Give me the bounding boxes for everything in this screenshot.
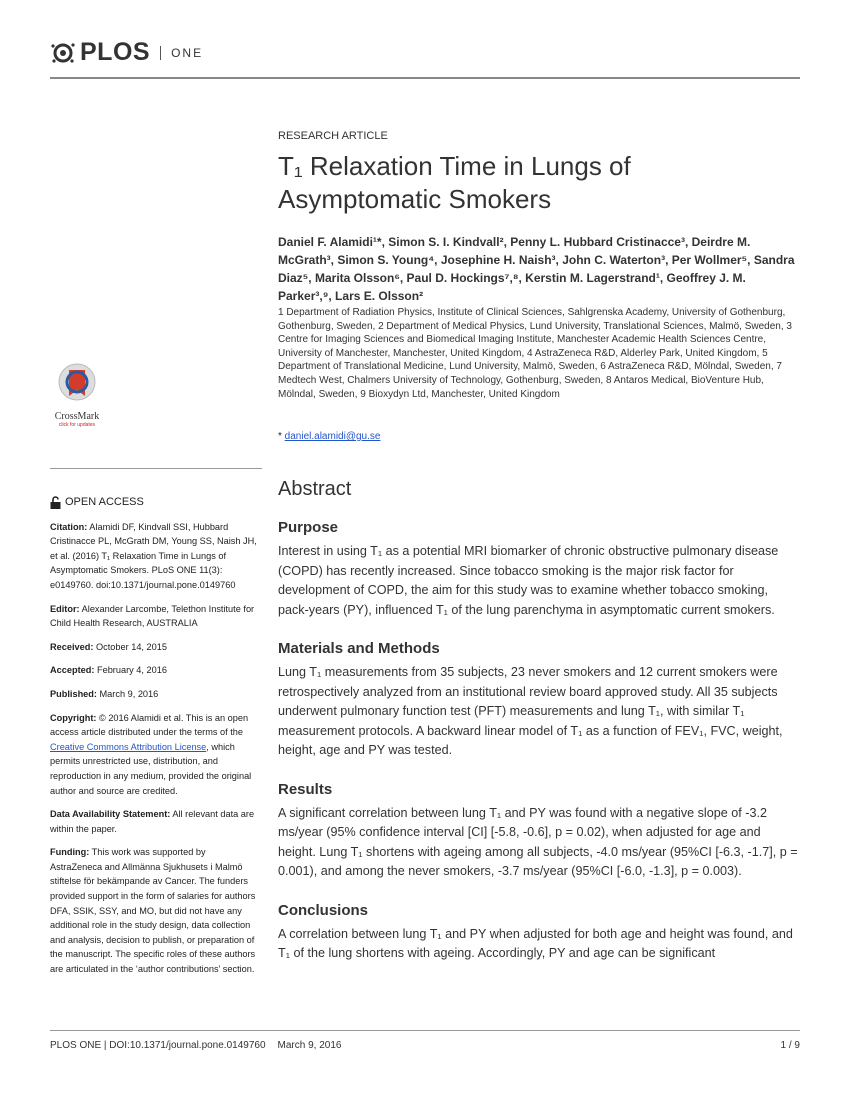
open-access — [50, 495, 258, 510]
license-link[interactable]: Creative Commons Attribution License — [50, 741, 207, 752]
editor-text: Alexander Larcombe, Telethon Institute for Child Health Research, AUSTRALIA — [50, 603, 255, 629]
citation — [50, 520, 258, 593]
editor-label: Editor: — [50, 603, 80, 614]
corresponding-email — [278, 431, 380, 442]
logo-sub: ONE — [160, 46, 203, 60]
crossmark-label: CrossMark — [54, 411, 100, 422]
published-label: Published: — [50, 688, 97, 699]
author-list: Daniel F. Alamidi¹*, Simon S. I. Kindvall², Penny L. Hubbard Cristinacce³, Deirdre M. McGrath³, Simon S. Young⁴, Josephine H. Naish³, John C. Waterton³, Per Wollmer⁵, Sandra Diaz⁵, Marita Olsson⁶, Paul D. Hockings⁷,⁸, Kerstin M. Lagerstrand¹, Geoffrey J. M. Parker³,⁹, Lars E. Olsson² — [278, 235, 795, 303]
funding-text: This work was supported by AstraZeneca and Allmänna Sjukhusets i Malmö stiftelse för bekämpande av Cancer. The funders provided support in the form of salaries for authors DFA, SSIK, SSY, and MO, but did not have any additional role in the study design, data collection and analysis, decision to publish, or preparation of the manuscript. The specific roles of these authors are articulated in the ‘author contributions’ section. — [50, 847, 256, 975]
citation-label: Citation: — [50, 521, 88, 532]
crossmark-badge[interactable] — [48, 362, 106, 428]
funding-label: Funding: — [50, 847, 90, 858]
copyright-text-end: , which permits unrestricted use, distribution, and reproduction in any medium, provided the original author and source are credited. — [50, 741, 252, 796]
email-link[interactable]: daniel.alamidi@gu.se — [284, 431, 381, 442]
email-prefix: * — [278, 431, 285, 442]
copyright — [50, 711, 258, 799]
received-label: Received: — [50, 641, 94, 652]
abstract — [278, 478, 800, 984]
section-heading: Conclusions — [278, 901, 369, 919]
footer-date: March 9, 2016 — [277, 1040, 342, 1051]
section-text: Lung T₁ measurements from 35 subjects, 23 never smokers and 12 current smokers were retrospectively analyzed from an institutional review board approved study. All 35 subjects underwent pulmonary function test (PFT) measurements and lung T₁, with similar T₁ measurement protocols. A backward linear model of T₁ as a function of FEV₁, FVC, weight, height, age and PY was tested. — [278, 665, 783, 757]
section-text: A significant correlation between lung T₁ and PY was found with a negative slope of -3.2 ms/year (95% confidence interval [CI] [-5.8, -0.6], p = 0.02), when adjusted for age and height. Lung T₁ shortens with ageing among all subjects, -4.0 ms/year (95%CI [-6.3, -1.7], p = 0.001), and among the never smokers, -3.7 ms/year (95%CI [-6.0, -1.3], p = 0.003). — [278, 805, 798, 878]
crossmark-sub: click for updates — [58, 422, 96, 428]
data-availability — [50, 807, 258, 836]
data-availability-label: Data Availability Statement: — [50, 809, 171, 820]
accepted-label: Accepted: — [50, 665, 95, 676]
copyright-label: Copyright: — [50, 712, 97, 723]
copyright-text: © 2016 Alamidi et al. This is an open access article distributed under the terms of the — [50, 712, 249, 738]
footer-journal: PLOS ONE | DOI:10.1371/journal.pone.0149760 — [50, 1040, 266, 1051]
sidebar — [50, 495, 258, 986]
received-date: October 14, 2015 — [93, 641, 167, 652]
section-heading: Materials and Methods — [278, 640, 440, 657]
section-heading: Results — [278, 780, 333, 798]
affiliations: 1 Department of Radiation Physics, Institute of Clinical Sciences, Sahlgrenska Academy, University of Gothenburg, Gothenburg, Sweden, 2 Department of Medical Physics, Lund University, Translational Sciences, Malmö, Sweden, 3 Centre for Imaging Sciences and Biomedical Imaging Institute, Manchester Academic Health Sciences Centre, University of Manchester, Manchester, United Kingdom, 4 AstraZeneca R&D, Alderley Park, United Kingdom, 5 Department of Translational Medicine, Lund University, Malmö, Sweden, 6 AstraZeneca R&D, Mölndal, Sweden, 7 Medtech West, Chalmers University of Technology, Gothenburg, Sweden, 8 Antaros Medical, BioVenture Hub, Mölndal, Sweden, 9 Bioxydyn Ltd, Manchester, United Kingdom — [278, 307, 792, 400]
article-title: T₁ Relaxation Time in Lungs of Asymptomatic Smokers — [278, 151, 631, 214]
published-date: March 9, 2016 — [96, 688, 159, 699]
funding — [50, 845, 258, 976]
footer — [50, 1040, 800, 1051]
crossmark-icon — [57, 362, 97, 406]
logo-text: PLOS — [80, 38, 151, 66]
open-access-label: OPEN ACCESS — [65, 496, 144, 508]
published — [50, 687, 258, 702]
data-availability-text: All relevant data are within the paper. — [50, 809, 255, 834]
plos-one-logo[interactable] — [50, 38, 203, 67]
accepted — [50, 663, 258, 678]
section-text: Interest in using T₁ as a potential MRI biomarker of chronic obstructive pulmonary disease (COPD) has recently increased. Since tobacco smoking is the major risk factor for development of COPD, the aim for this study was to examine whether tobacco smoking, pack-years (PY), influenced T₁ of the lung parenchyma in asymptomatic current smokers. — [278, 544, 779, 617]
unlocked-icon — [50, 496, 61, 509]
plos-logo-icon — [50, 40, 76, 66]
page-number: 1 / 9 — [780, 1040, 800, 1051]
received — [50, 640, 258, 655]
header-divider — [50, 77, 800, 79]
citation-text: Alamidi DF, Kindvall SSI, Hubbard Cristinacce PL, McGrath DM, Young SS, Naish JH, et al. (2016) T₁ Relaxation Time in Lungs of Asymptomatic Smokers. PLoS ONE 11(3): e0149760. doi:10.1371/journal.pone.0149760 — [50, 521, 257, 590]
abstract-heading: Abstract — [278, 478, 352, 500]
section-heading: Purpose — [278, 519, 339, 536]
sidebar-divider — [50, 468, 262, 469]
accepted-date: February 4, 2016 — [94, 665, 167, 676]
section-text: A correlation between lung T₁ and PY when adjusted for both age and height was found, and T₁ of the lung shortens with ageing. Accordingly, PY and age can be significant — [278, 926, 793, 960]
editor — [50, 602, 258, 631]
article-type: RESEARCH ARTICLE — [278, 130, 388, 142]
footer-divider — [50, 1030, 800, 1031]
